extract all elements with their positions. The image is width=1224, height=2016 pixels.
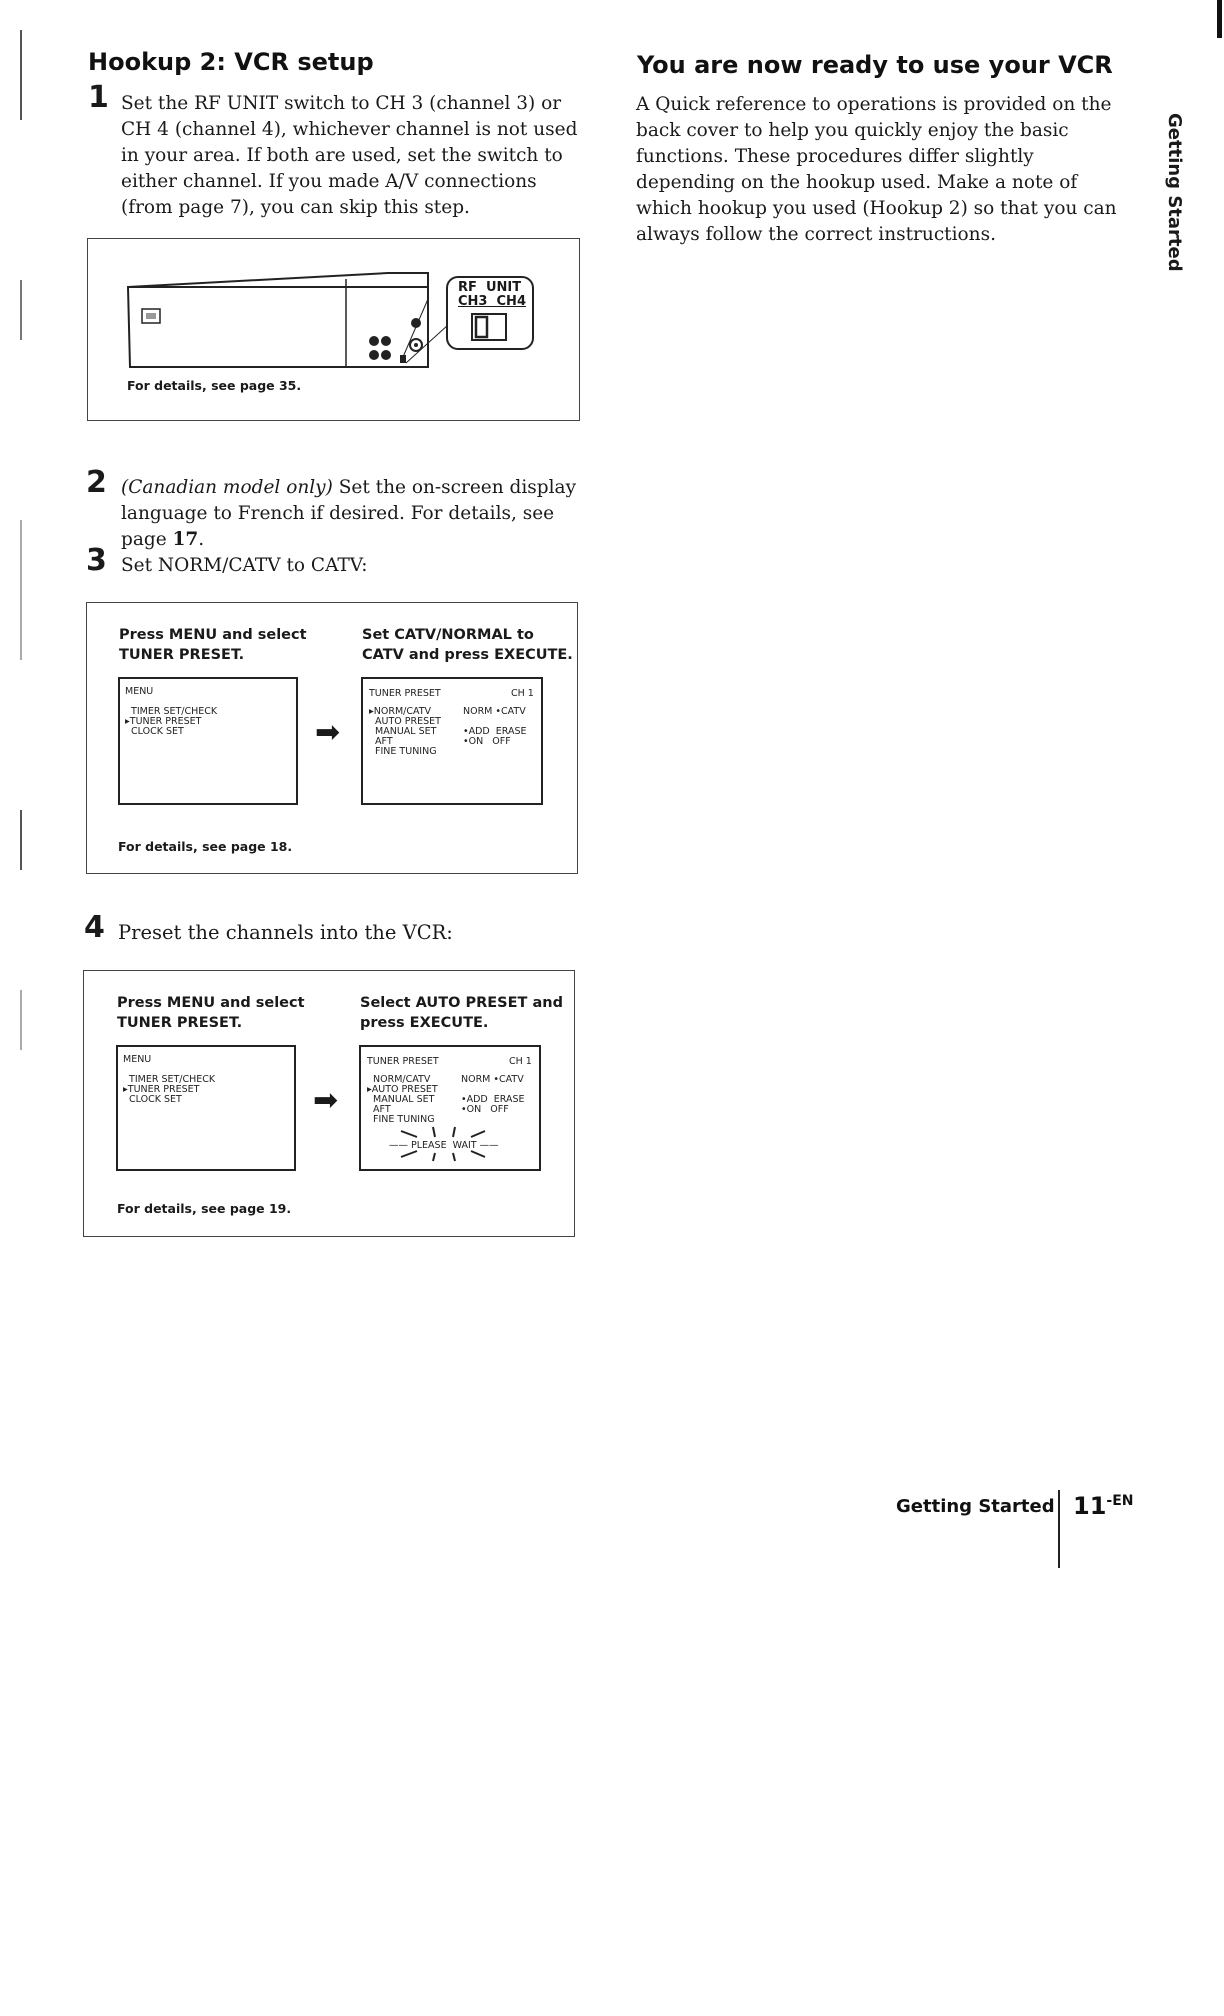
tuner-screen — [359, 1045, 541, 1171]
step-2-end: . — [198, 529, 205, 550]
arrow-right-icon: ➡ — [315, 715, 341, 750]
please-wait-text: —— PLEASE WAIT —— — [389, 1140, 499, 1151]
step-2-body: Set the on-screen display language to French if desired. For details, see page — [121, 477, 577, 550]
step-4-text: Preset the channels into the VCR: — [118, 921, 453, 944]
tuner-screen-ch: CH 1 — [509, 1056, 532, 1067]
step-3-text: Set NORM/CATV to CATV: — [121, 555, 368, 576]
scan-artifact — [20, 810, 22, 870]
figure-auto-preset — [83, 970, 575, 1237]
left-section-title: Hookup 2: VCR setup — [88, 48, 374, 76]
tuner-screen-items: ▸NORM/CATV AUTO PRESET MANUAL SET AFT FINE TUNING — [369, 706, 441, 757]
scan-artifact — [20, 30, 22, 120]
scan-artifact — [20, 280, 22, 340]
arrow-right-icon: ➡ — [313, 1083, 339, 1118]
menu-screen — [118, 677, 298, 805]
tuner-screen-items: NORM/CATV ▸AUTO PRESET MANUAL SET AFT FINE TUNING — [367, 1074, 438, 1125]
panel-right-label: Set CATV/NORMAL to CATV and press EXECUTE. — [362, 627, 573, 663]
figure-caption: For details, see page 18. — [118, 839, 293, 854]
rf-switch-icon — [470, 312, 510, 342]
step-1-text: Set the RF UNIT switch to CH 3 (channel 3) or CH 4 (channel 4), whichever channel is not used in your area. If both are used, set the switch to either channel. If you made A/V connections (from page 7), you can skip this step. — [121, 93, 578, 218]
footer-divider — [1058, 1490, 1060, 1568]
scan-artifact — [1217, 0, 1222, 38]
menu-screen — [116, 1045, 296, 1171]
tuner-screen-title: TUNER PRESET — [367, 1056, 439, 1067]
scan-artifact — [20, 990, 22, 1050]
scan-artifact — [20, 520, 22, 660]
figure-caption: For details, see page 35. — [127, 378, 302, 393]
tuner-screen-ch: CH 1 — [511, 688, 534, 699]
rf-switch-callout — [446, 276, 534, 350]
step-number: 1 — [88, 80, 109, 115]
right-section-title: You are now ready to use your VCR — [637, 51, 1113, 79]
step-2-italic: (Canadian model only) — [121, 477, 333, 498]
please-wait-label: PLEASE WAIT — [411, 1140, 477, 1151]
panel-left-label: Press MENU and select TUNER PRESET. — [119, 627, 307, 663]
step-2-page: 17 — [172, 529, 199, 550]
panel-right-label: Select AUTO PRESET and press EXECUTE. — [360, 995, 563, 1031]
rf-label-2: CH3 CH4 — [458, 294, 526, 309]
figure-rf-unit — [87, 238, 580, 421]
footer-section: Getting Started — [896, 1496, 1055, 1517]
menu-screen-text: MENU TIMER SET/CHECK ▸TUNER PRESET CLOCK SET — [123, 1054, 216, 1105]
side-tab-label: Getting Started — [1164, 113, 1185, 272]
menu-screen-text: MENU TIMER SET/CHECK ▸TUNER PRESET CLOCK SET — [125, 686, 218, 737]
tuner-screen-values: NORM •CATV •ADD ERASE •ON OFF — [461, 1074, 525, 1115]
figure-caption: For details, see page 19. — [117, 1201, 292, 1216]
step-number: 3 — [86, 543, 107, 578]
step-2-text — [121, 475, 591, 553]
page-number: 11 — [1073, 1492, 1107, 1520]
panel-left-label: Press MENU and select TUNER PRESET. — [117, 995, 305, 1031]
page-suffix: -EN — [1106, 1493, 1134, 1509]
tuner-screen-values: NORM •CATV •ADD ERASE •ON OFF — [463, 706, 527, 747]
step-number: 4 — [84, 910, 105, 945]
tuner-screen — [361, 677, 543, 805]
tuner-screen-title: TUNER PRESET — [369, 688, 441, 699]
figure-catv-setting — [86, 602, 578, 874]
rf-label-1: RF UNIT — [458, 280, 522, 295]
footer-page-number — [1073, 1492, 1134, 1520]
right-section-text: A Quick reference to operations is provided on the back cover to help you quickly enjoy the basic functions. These procedures differ slightly depending on the hookup used. Make a note of which hookup you used (Hookup 2) so that you can always follow the correct instructions. — [636, 94, 1117, 245]
step-number: 2 — [86, 465, 107, 500]
